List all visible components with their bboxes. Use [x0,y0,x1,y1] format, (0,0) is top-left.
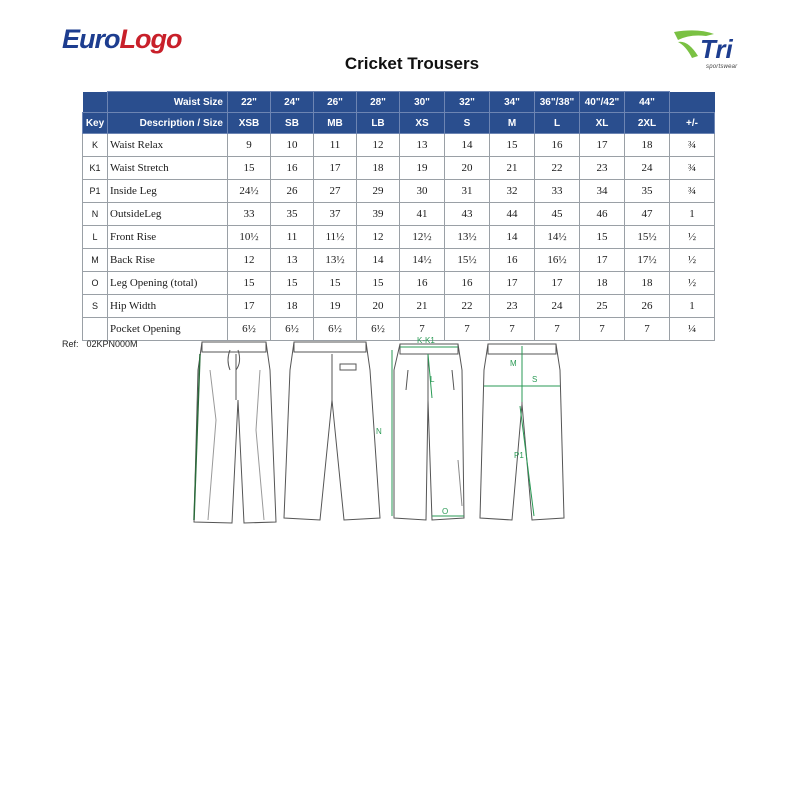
measurement-cell: 12 [357,226,400,249]
size-code-cell: LB [357,113,400,134]
key-cell: O [83,272,108,295]
description-cell: Front Rise [108,226,228,249]
size-code-cell: XS [400,113,445,134]
measurement-cell: 12½ [400,226,445,249]
measurement-cell: 13½ [314,249,357,272]
size-code-cell: XL [580,113,625,134]
measurement-cell: 22 [535,157,580,180]
measurement-cell: 20 [445,157,490,180]
measurement-cell: 30 [400,180,445,203]
measurement-cell: 45 [535,203,580,226]
key-header: Key [83,113,108,134]
blank-cell [83,92,108,113]
measurement-cell: 13 [400,134,445,157]
waist-size-cell: 32" [445,92,490,113]
tri-logo-tagline: sportswear [706,64,738,70]
label-n: N [376,427,382,436]
measurement-cell: 23 [580,157,625,180]
measurement-cell: 16½ [535,249,580,272]
key-cell: K1 [83,157,108,180]
measurement-cell: 11½ [314,226,357,249]
measurement-cell: 14½ [535,226,580,249]
measurement-cell: 7 [490,318,535,341]
measurement-cell: 14 [445,134,490,157]
measurement-cell: 6½ [314,318,357,341]
waist-size-label: Waist Size [108,92,228,113]
table-row [83,203,715,226]
tolerance-cell: 1 [670,203,715,226]
tolerance-cell: ½ [670,272,715,295]
measurement-cell: 24 [625,157,670,180]
table-row [83,226,715,249]
measurement-cell: 24 [535,295,580,318]
table-row [83,180,715,203]
measurement-cell: 32 [490,180,535,203]
description-header: Description / Size [108,113,228,134]
measurement-cell: 33 [228,203,271,226]
measurement-cell: 21 [490,157,535,180]
measurement-cell: 7 [580,318,625,341]
measurement-cell: 26 [271,180,314,203]
key-cell: K [83,134,108,157]
measurement-cell: 16 [445,272,490,295]
waist-size-cell: 24" [271,92,314,113]
measurement-cell: 17 [535,272,580,295]
measurement-cell: 35 [625,180,670,203]
table-row [83,249,715,272]
measurement-cell: 21 [400,295,445,318]
key-cell: N [83,203,108,226]
measurement-cell: 14 [357,249,400,272]
tolerance-cell: ¾ [670,134,715,157]
measurement-cell: 18 [580,272,625,295]
measurement-cell: 46 [580,203,625,226]
measurement-cell: 18 [625,272,670,295]
tolerance-cell: ¾ [670,180,715,203]
measurement-cell: 34 [580,180,625,203]
measurement-cell: 33 [535,180,580,203]
measurement-cell: 31 [445,180,490,203]
measurement-cell: 18 [625,134,670,157]
reference-label: Ref: [62,339,79,349]
measurement-cell: 17 [490,272,535,295]
trouser-back-plain-drawing [284,342,380,520]
measurement-cell: 15 [580,226,625,249]
measurement-cell: 6½ [357,318,400,341]
measurement-cell: 7 [535,318,580,341]
trouser-front-stripe-drawing [194,342,276,523]
measurement-cell: 16 [271,157,314,180]
measurement-cell: 11 [314,134,357,157]
waist-size-cell: 34" [490,92,535,113]
eurologo-euro-text: Euro [62,24,120,54]
measurement-cell: 37 [314,203,357,226]
tri-logo-text: Tri [700,34,733,64]
measurement-cell: 17 [228,295,271,318]
measurement-cell: 6½ [228,318,271,341]
measurement-cell: 25 [580,295,625,318]
description-cell: Waist Stretch [108,157,228,180]
page-title: Cricket Trousers [344,54,480,73]
measurement-cell: 7 [625,318,670,341]
measurement-cell: 29 [357,180,400,203]
label-m: M [510,359,517,368]
measurement-cell: 17½ [625,249,670,272]
eurologo-logo-text: Logo [119,24,182,54]
measurement-cell: 13 [271,249,314,272]
key-cell: M [83,249,108,272]
measurement-cell: 14½ [400,249,445,272]
measurement-cell: 19 [314,295,357,318]
measurement-cell: 16 [400,272,445,295]
blank-cell [670,92,715,113]
measurement-cell: 17 [580,134,625,157]
measurement-cell: 15 [314,272,357,295]
size-code-cell: L [535,113,580,134]
measurement-cell: 7 [445,318,490,341]
trouser-drawings [180,330,580,535]
measurement-cell: 47 [625,203,670,226]
waist-size-cell: 22" [228,92,271,113]
measurement-cell: 9 [228,134,271,157]
measurement-cell: 10½ [228,226,271,249]
size-code-cell: XSB [228,113,271,134]
measurement-cell: 41 [400,203,445,226]
measurement-cell: 35 [271,203,314,226]
waist-size-cell: 40"/42" [580,92,625,113]
description-cell: Inside Leg [108,180,228,203]
tolerance-cell: ½ [670,249,715,272]
size-code-cell: S [445,113,490,134]
measurement-cell: 20 [357,295,400,318]
measurement-cell: 15 [228,157,271,180]
size-code-cell: MB [314,113,357,134]
size-code-cell: SB [271,113,314,134]
description-cell: Waist Relax [108,134,228,157]
description-cell: Back Rise [108,249,228,272]
size-code-cell: 2XL [625,113,670,134]
key-cell: S [83,295,108,318]
measurement-cell: 10 [271,134,314,157]
measurement-cell: 13½ [445,226,490,249]
measurement-cell: 15 [490,134,535,157]
waist-size-cell: 28" [357,92,400,113]
measurement-cell: 18 [271,295,314,318]
measurement-cell: 43 [445,203,490,226]
description-cell: Pocket Opening [108,318,228,341]
waist-size-row [83,92,715,113]
tolerance-cell: 1 [670,295,715,318]
label-k-k1: K-K1 [417,336,435,345]
key-cell: P1 [83,180,108,203]
measurement-cell: 15 [271,272,314,295]
size-table [82,91,715,341]
tolerance-cell: ¼ [670,318,715,341]
label-l: L [430,375,435,384]
inside-leg-measure-line [520,406,534,516]
label-p1: P1 [514,451,524,460]
measurement-cell: 39 [357,203,400,226]
table-row [83,272,715,295]
measurement-cell: 15½ [445,249,490,272]
measurement-cell: 27 [314,180,357,203]
measurement-cell: 26 [625,295,670,318]
measurement-cell: 16 [535,134,580,157]
size-code-cell: M [490,113,535,134]
size-code-row [83,113,715,134]
measurement-cell: 22 [445,295,490,318]
table-row [83,157,715,180]
description-cell: OutsideLeg [108,203,228,226]
measurement-cell: 14 [490,226,535,249]
tolerance-header: +/- [670,113,715,134]
measurement-cell: 17 [580,249,625,272]
description-cell: Leg Opening (total) [108,272,228,295]
measurement-cell: 7 [400,318,445,341]
tolerance-cell: ¾ [670,157,715,180]
measurement-cell: 15 [357,272,400,295]
label-s: S [532,375,538,384]
measurement-cell: 16 [490,249,535,272]
label-o: O [442,507,449,516]
measurement-cell: 23 [490,295,535,318]
key-cell: L [83,226,108,249]
measurement-cell: 11 [271,226,314,249]
key-cell [83,318,108,341]
waist-size-cell: 26" [314,92,357,113]
waist-size-cell: 30" [400,92,445,113]
measurement-cell: 12 [228,249,271,272]
measurement-cell: 6½ [271,318,314,341]
measurement-cell: 15½ [625,226,670,249]
waist-size-cell: 36"/38" [535,92,580,113]
measurement-cell: 12 [357,134,400,157]
table-row [83,134,715,157]
reference-value: 02KPN000M [86,339,138,349]
measurement-cell: 18 [357,157,400,180]
measurement-cell: 15 [228,272,271,295]
measurement-cell: 44 [490,203,535,226]
tolerance-cell: ½ [670,226,715,249]
waist-size-cell: 44" [625,92,670,113]
measurement-cell: 24½ [228,180,271,203]
measurement-cell: 17 [314,157,357,180]
reference-code [62,339,138,349]
eurologo-logo [62,22,182,56]
description-cell: Hip Width [108,295,228,318]
measurement-cell: 19 [400,157,445,180]
table-row [83,295,715,318]
